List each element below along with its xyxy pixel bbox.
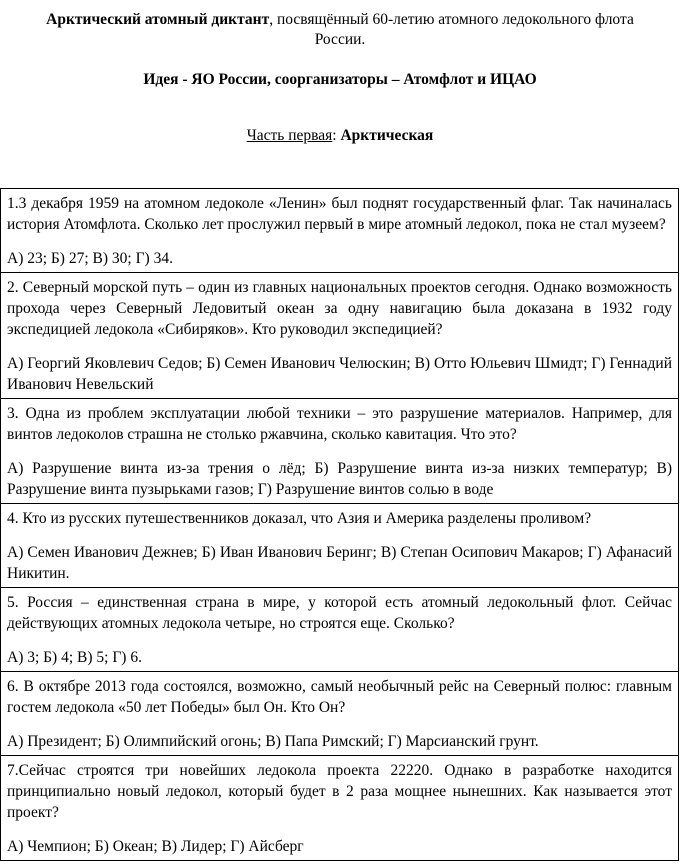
question-row bbox=[1, 504, 679, 588]
question-cell bbox=[1, 189, 679, 273]
answer-options: А) Президент; Б) Олимпийский огонь; В) Папа Римский; Г) Марсианский грунт. bbox=[7, 733, 539, 750]
questions-table bbox=[0, 188, 679, 861]
part-separator: : bbox=[332, 127, 341, 144]
question-row bbox=[1, 672, 679, 756]
part-name: Арктическая bbox=[340, 127, 434, 144]
question-text: 1.3 декабря 1959 на атомном ледоколе «Ленин» был поднят государственный флаг. Так начиналась история Атомфлота. Сколько лет прослужил первый в мире атомный ледокол, пока не стал музеем? bbox=[7, 195, 672, 233]
answer-options: А) Разрушение винта из-за трения о лёд; Б) Разрушение винта из-за низких температур; В) Разрушение винта пузырьками газов; Г) Разрушение винтов солью в воде bbox=[7, 460, 672, 498]
question-text: 2. Северный морской путь – один из главных национальных проектов сегодня. Однако возможность прохода через Северный Ледовитый океан за одну навигацию была доказана в 1932 году экспедицией ледокола «Сибиряков». Кто руководил экспедицией? bbox=[7, 279, 672, 338]
question-text: 3. Одна из проблем эксплуатации любой техники – это разрушение материалов. Например, для винтов ледоколов страшна не столько ржавчина, сколько кавитация. Что это? bbox=[7, 405, 672, 443]
document-title bbox=[20, 10, 660, 50]
question-row bbox=[1, 756, 679, 861]
question-row bbox=[1, 588, 679, 672]
question-text: 4. Кто из русских путешественников доказал, что Азия и Америка разделены проливом? bbox=[7, 510, 592, 527]
idea-line: Идея - ЯО России, соорганизаторы – Атомфлот и ИЦАО bbox=[143, 71, 537, 88]
answer-options: А) Георгий Яковлевич Седов; Б) Семен Иванович Челюскин; В) Отто Юльевич Шмидт; Г) Геннадий Иванович Невельский bbox=[7, 355, 672, 393]
answer-options: А) Семен Иванович Дежнев; Б) Иван Иванович Беринг; В) Степан Осипович Макаров; Г) Афанасий Никитин. bbox=[7, 544, 672, 582]
title-bold: Арктический атомный диктант bbox=[46, 11, 270, 28]
question-cell bbox=[1, 399, 679, 504]
part-label: Часть первая bbox=[246, 127, 333, 144]
question-text: 6. В октябре 2013 года состоялся, возможно, самый необычный рейс на Северный полюс: главным гостем ледокола «50 лет Победы» был Он. Кто Он? bbox=[7, 678, 672, 716]
question-cell bbox=[1, 273, 679, 399]
question-cell bbox=[1, 504, 679, 588]
part-heading bbox=[20, 126, 660, 146]
answer-options: А) 3; Б) 4; В) 5; Г) 6. bbox=[7, 649, 142, 666]
question-cell bbox=[1, 672, 679, 756]
question-row bbox=[1, 399, 679, 504]
question-text: 5. Россия – единственная страна в мире, у которой есть атомный ледокольный флот. Сейчас действующих атомных ледокола четыре, но строятся еще. Сколько? bbox=[7, 594, 672, 632]
answer-options: А) Чемпион; Б) Океан; В) Лидер; Г) Айсберг bbox=[7, 838, 304, 855]
question-row bbox=[1, 273, 679, 399]
question-cell bbox=[1, 588, 679, 672]
title-rest: , посвящённый 60-летию атомного ледокольного флота России. bbox=[269, 11, 634, 48]
question-row bbox=[1, 189, 679, 273]
answer-options: А) 23; Б) 27; В) 30; Г) 34. bbox=[7, 250, 173, 267]
question-text: 7.Сейчас строятся три новейших ледокола проекта 22220. Однако в разработке находится принципиально новый ледокол, который будет в 2 раза мощнее нынешних. Как называется этот проект? bbox=[7, 762, 672, 821]
question-cell bbox=[1, 756, 679, 861]
